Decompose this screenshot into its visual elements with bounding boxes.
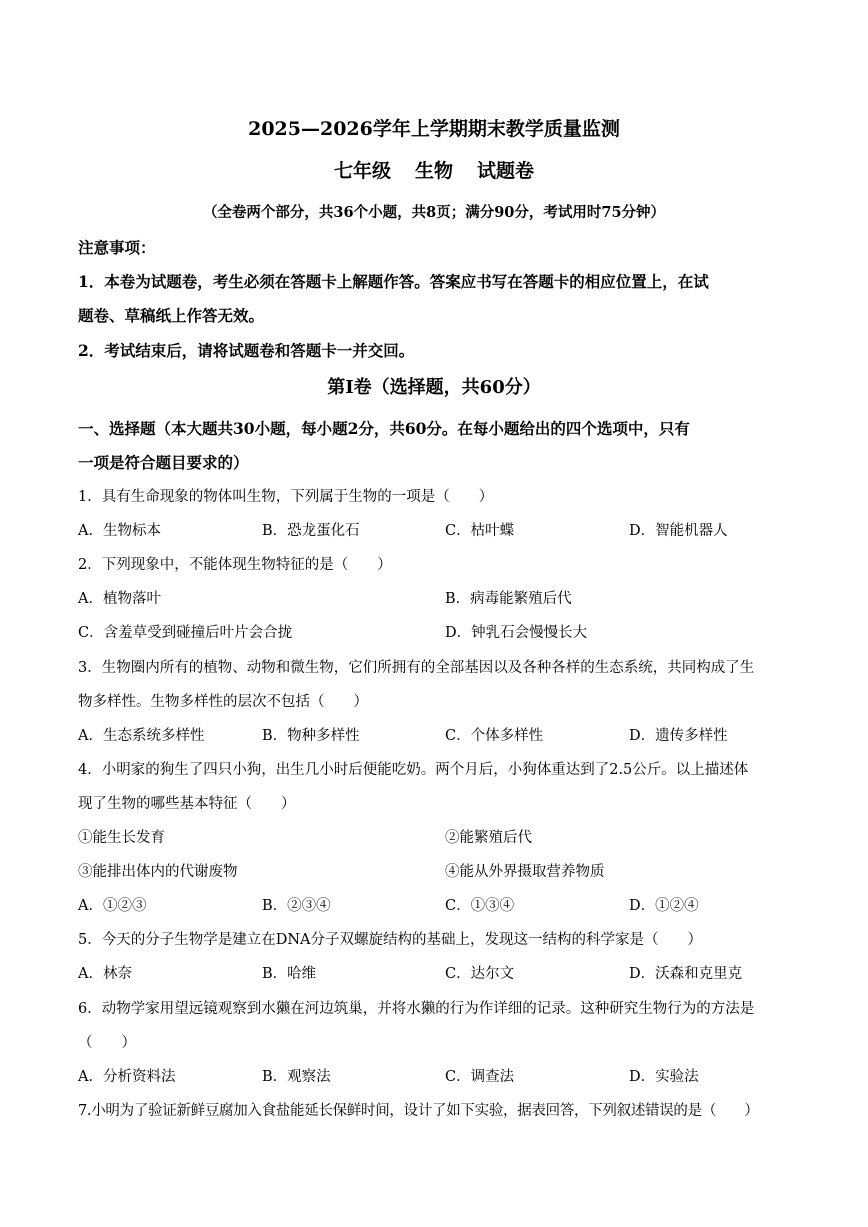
grade-label: 七年级	[333, 160, 391, 182]
question-1-option-a: A．生物标本	[78, 523, 161, 539]
question-6-option-d: D．实验法	[629, 1069, 699, 1085]
question-6-stem-line-2: （ ）	[78, 1035, 136, 1051]
question-6-option-b: B．观察法	[262, 1069, 331, 1085]
question-2-option-c: C．含羞草受到碰撞后叶片会合拢	[78, 625, 293, 641]
question-4-option-d: D．①②④	[629, 898, 699, 914]
question-4-option-b: B．②③④	[262, 898, 331, 914]
question-4-option-a: A．①②③	[78, 898, 147, 914]
notes-item-1-line-1: 1．本卷为试题卷，考生必须在答题卡上解题作答。答案应书写在答题卡的相应位置上，在试	[78, 272, 709, 291]
question-4-statement-3: ③能排出体内的代谢废物	[78, 864, 238, 880]
question-2-option-d: D．钟乳石会慢慢长大	[445, 625, 588, 641]
question-4-option-c: C．①③④	[445, 898, 515, 914]
question-2-option-a: A．植物落叶	[78, 591, 161, 607]
question-4-statement-4: ④能从外界摄取营养物质	[445, 864, 605, 880]
notes-item-2: 2．考试结束后，请将试题卷和答题卡一并交回。	[78, 341, 415, 360]
question-6-option-a: A．分析资料法	[78, 1069, 176, 1085]
paper-type-label: 试题卷	[477, 160, 535, 182]
question-1-option-b: B．恐龙蛋化石	[262, 523, 360, 539]
question-3-option-c: C．个体多样性	[445, 728, 544, 744]
question-4-statement-2: ②能繁殖后代	[445, 830, 532, 846]
question-3-stem-line-2: 物多样性。生物多样性的层次不包括（ ）	[78, 694, 368, 710]
question-2-option-b: B．病毒能繁殖后代	[445, 591, 572, 607]
question-6-stem-line-1: 6．动物学家用望远镜观察到水獭在河边筑巢，并将水獭的行为作详细的记录。这种研究生物行为的方法是	[78, 1001, 755, 1017]
exam-subject-line	[0, 158, 868, 184]
question-3-option-d: D．遗传多样性	[629, 728, 728, 744]
question-5-option-c: C．达尔文	[445, 966, 515, 982]
question-5-option-b: B．哈维	[262, 966, 317, 982]
question-3-stem-line-1: 3．生物圈内所有的植物、动物和微生物，它们所拥有的全部基因以及各种各样的生态系统，共同构成了生	[78, 660, 755, 676]
subject-label: 生物	[414, 160, 453, 182]
question-1-stem: 1．具有生命现象的物体叫生物，下列属于生物的一项是（ ）	[78, 489, 494, 505]
part1-instruction-line-2: 一项是符合题目要求的）	[78, 453, 249, 472]
question-4-statement-1: ①能生长发育	[78, 830, 165, 846]
question-2-stem: 2．下列现象中，不能体现生物特征的是（ ）	[78, 557, 392, 573]
question-1-option-d: D．智能机器人	[629, 523, 728, 539]
question-6-option-c: C．调查法	[445, 1069, 515, 1085]
part1-heading: 第Ⅰ卷（选择题，共60分）	[327, 377, 541, 398]
question-3-option-a: A．生态系统多样性	[78, 728, 205, 744]
question-4-stem-line-1: 4．小明家的狗生了四只小狗，出生几小时后便能吃奶。两个月后，小狗体重达到了2.5公斤。以上描述体	[78, 762, 749, 778]
notes-heading: 注意事项：	[78, 238, 156, 257]
question-5-option-a: A．林奈	[78, 966, 132, 982]
part1-instruction-line-1: 一、选择题（本大题共30小题，每小题2分，共60分。在每小题给出的四个选项中，只有	[78, 419, 690, 438]
question-3-option-b: B．物种多样性	[262, 728, 360, 744]
question-7-stem: 7.小明为了验证新鲜豆腐加入食盐能延长保鲜时间，设计了如下实验，据表回答，下列叙述错误的是（ ）	[78, 1103, 759, 1119]
exam-title: 2025—2026学年上学期期末教学质量监测	[248, 118, 620, 140]
exam-subtitle: （全卷两个部分，共36个小题，共8页；满分90分，考试用时75分钟）	[202, 204, 666, 221]
notes-item-1-line-2: 题卷、草稿纸上作答无效。	[78, 306, 265, 325]
question-5-stem: 5．今天的分子生物学是建立在DNA分子双螺旋结构的基础上，发现这一结构的科学家是（ ）	[78, 932, 703, 948]
question-1-option-c: C．枯叶蝶	[445, 523, 515, 539]
question-4-stem-line-2: 现了生物的哪些基本特征（ ）	[78, 796, 296, 812]
question-5-option-d: D．沃森和克里克	[629, 966, 743, 982]
